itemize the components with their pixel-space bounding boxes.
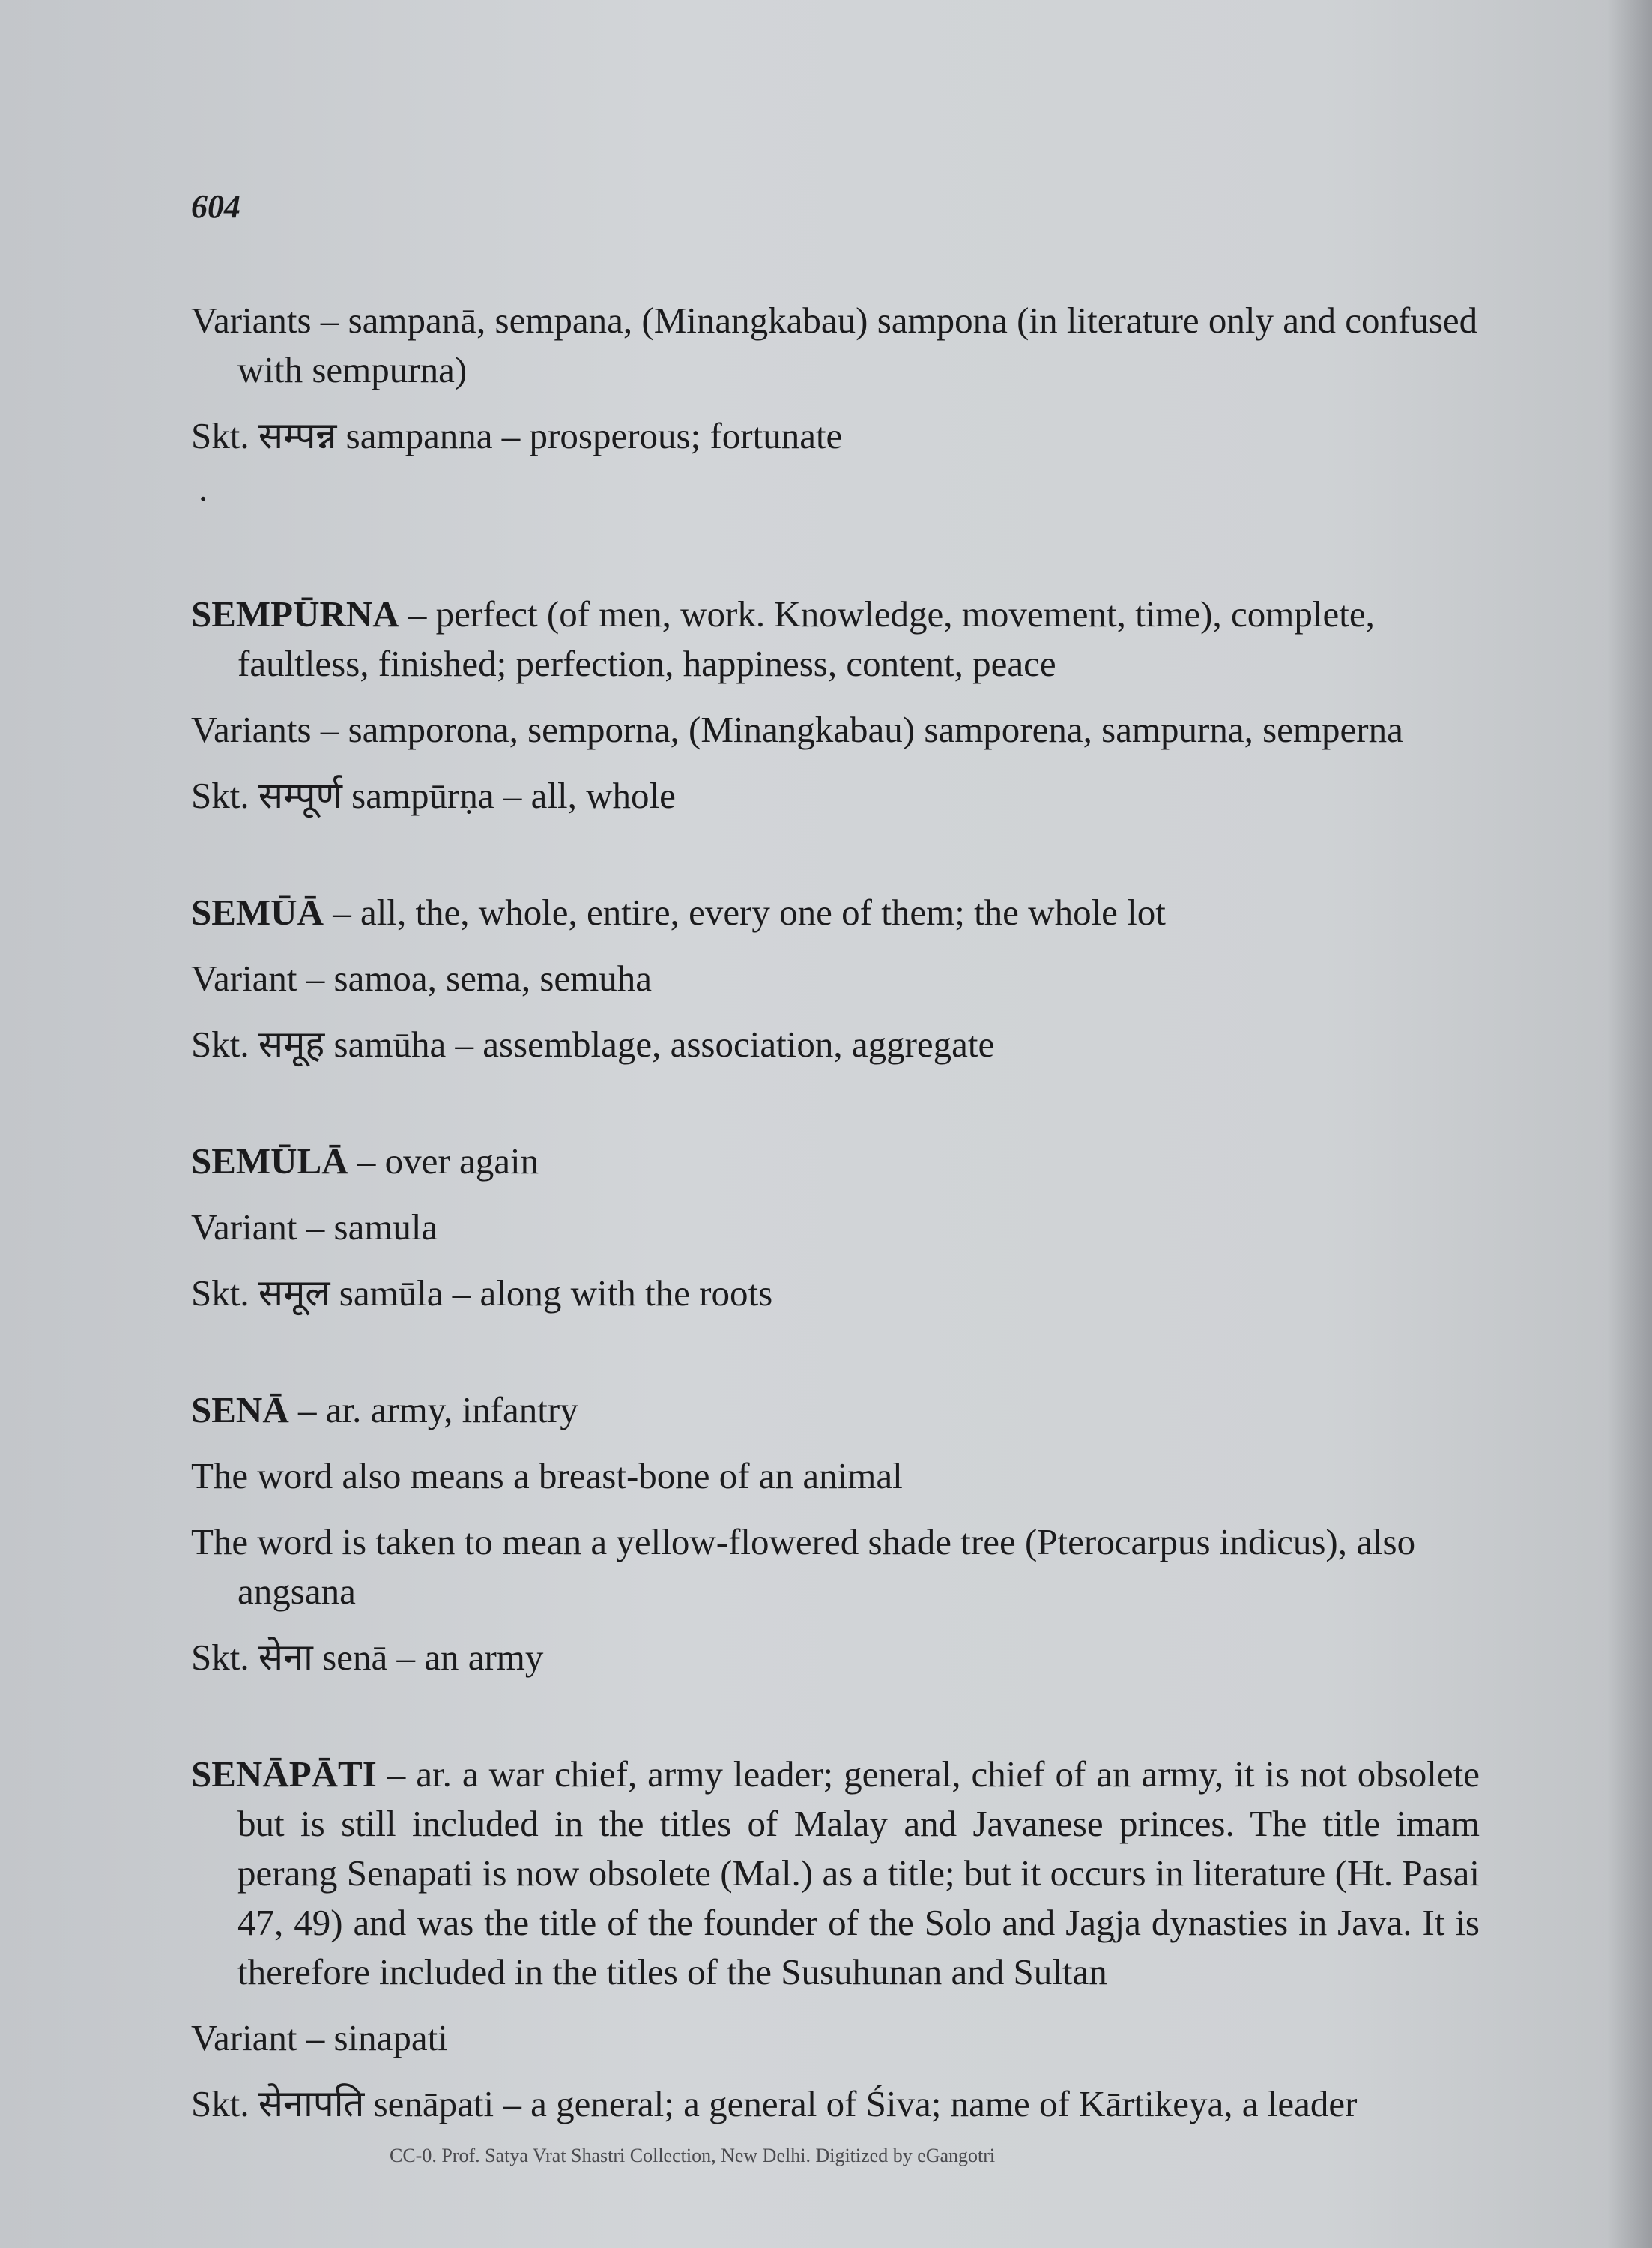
- entry-definition: – over again: [348, 1140, 539, 1182]
- entry-headword: SEMPŪRNA: [191, 593, 399, 635]
- entry-variants: Variants – sampanā, sempana, (Minangkabau) sampona (in literature only and confused with sempurna): [191, 300, 1478, 390]
- page-number: 604: [191, 188, 240, 225]
- entry-headword: SEMŪĀ: [191, 892, 324, 933]
- entry-definition-line: [191, 1386, 1480, 1435]
- entry-sanskrit: Skt. सम्पूर्ण sampūrṇa – all, whole: [191, 775, 676, 816]
- entry-semua: [191, 888, 1480, 1069]
- entry-variants: Variant – sinapati: [191, 2017, 448, 2058]
- entry-headword: SENĀ: [191, 1389, 289, 1430]
- entry-sanskrit: Skt. समूह samūha – assemblage, association, aggregate: [191, 1024, 995, 1065]
- page-edge-shadow: [1607, 0, 1652, 2248]
- entry-definition-line: [191, 888, 1480, 937]
- entry-definition: – perfect (of men, work. Knowledge, movement, time), complete, faultless, finished; perfection, happiness, content, peace: [237, 593, 1375, 684]
- entry-note: The word also means a breast-bone of an animal: [191, 1455, 903, 1496]
- entry-note: The word is taken to mean a yellow-flowered shade tree (Pterocarpus indicus), also angsana: [191, 1521, 1416, 1612]
- entry-definition-line: [191, 1137, 1480, 1186]
- entry-sanskrit: Skt. सेनापति senāpati – a general; a general of Śiva; name of Kārtikeya, a leader: [191, 2083, 1358, 2124]
- entry-variants: Variant – samoa, sema, semuha: [191, 958, 653, 999]
- entry-headword: SEMŪLĀ: [191, 1140, 348, 1182]
- digitization-credit: CC-0. Prof. Satya Vrat Shastri Collection, New Delhi. Digitized by eGangotri: [390, 2145, 996, 2166]
- entry-definition-line: [191, 1750, 1480, 1997]
- dictionary-content: [191, 296, 1480, 2196]
- entry-definition: – all, the, whole, entire, every one of them; the whole lot: [323, 892, 1166, 933]
- entry-definition: – ar. a war chief, army leader; general, chief of an army, it is not obsolete but is still included in the titles of Malay and Javanese princes. The title imam perang Senapati is now obsolete (Mal.) as a title; but it occurs in literature (Ht. Pasai 47, 49) and was the title of the founder of the Solo and Jagja dynasties in Java. It is therefore included in the titles of the Susuhunan and Sultan: [237, 1753, 1480, 1992]
- entry-definition: – ar. army, infantry: [288, 1389, 578, 1430]
- entry-senapati: [191, 1750, 1480, 2129]
- entry-sanskrit: Skt. समूल samūla – along with the roots: [191, 1272, 773, 1314]
- entry-sampana-continued: [191, 296, 1480, 522]
- entry-variants: Variants – samporona, semporna, (Minangkabau) samporena, sampurna, semperna: [191, 709, 1403, 750]
- entry-sanskrit: Skt. सेना senā – an army: [191, 1637, 544, 1678]
- entry-sanskrit: Skt. सम्पन्न sampanna – prosperous; fortunate: [191, 415, 843, 456]
- entry-headword: SENĀPĀTI: [191, 1753, 377, 1795]
- entry-semula: [191, 1137, 1480, 1318]
- entry-variants: Variant – samula: [191, 1206, 438, 1248]
- entry-sena: [191, 1386, 1480, 1682]
- stray-dot: .: [199, 468, 208, 509]
- entry-sempurna: [191, 590, 1480, 821]
- entry-definition-line: [191, 590, 1480, 689]
